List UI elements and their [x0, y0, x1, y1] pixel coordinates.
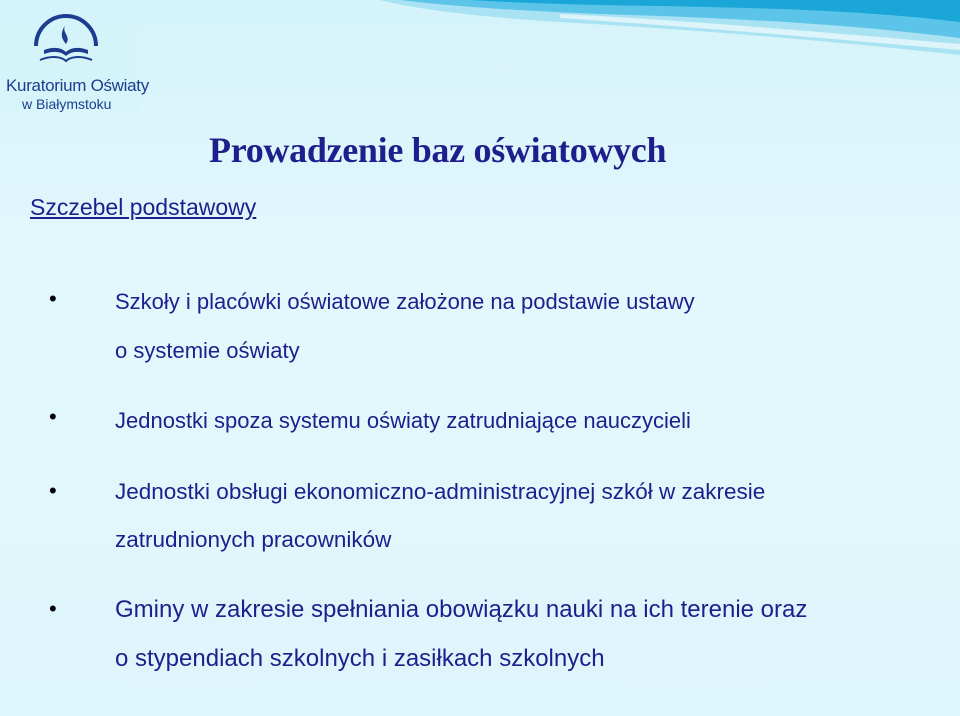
slide-title: Prowadzenie baz oświatowych — [209, 130, 667, 170]
bullet-dot-icon: • — [49, 286, 57, 311]
bullet-dot-icon: • — [49, 404, 57, 429]
logo-text-city: w Białymstoku — [22, 96, 112, 112]
bullet-text-line: Jednostki obsługi ekonomiczno-administracyjnej szkół w zakresie — [115, 479, 766, 504]
bullet-text-line: zatrudnionych pracowników — [115, 527, 392, 552]
bullet-text-line: o stypendiach szkolnych i zasiłkach szkolnych — [115, 645, 605, 672]
bullet-text-line: Szkoły i placówki oświatowe założone na podstawie ustawy — [115, 289, 695, 314]
bullet-text-line: Jednostki spoza systemu oświaty zatrudniające nauczycieli — [115, 408, 691, 433]
level-label: Szczebel podstawowy — [30, 194, 257, 220]
bullet-dot-icon: • — [49, 596, 57, 621]
bullet-dot-icon: • — [49, 478, 57, 503]
bullet-text-line: o systemie oświaty — [115, 338, 300, 363]
bullet-text-line: Gminy w zakresie spełniania obowiązku nauki na ich terenie oraz — [115, 596, 808, 623]
logo-text-institution: Kuratorium Oświaty — [6, 76, 149, 95]
